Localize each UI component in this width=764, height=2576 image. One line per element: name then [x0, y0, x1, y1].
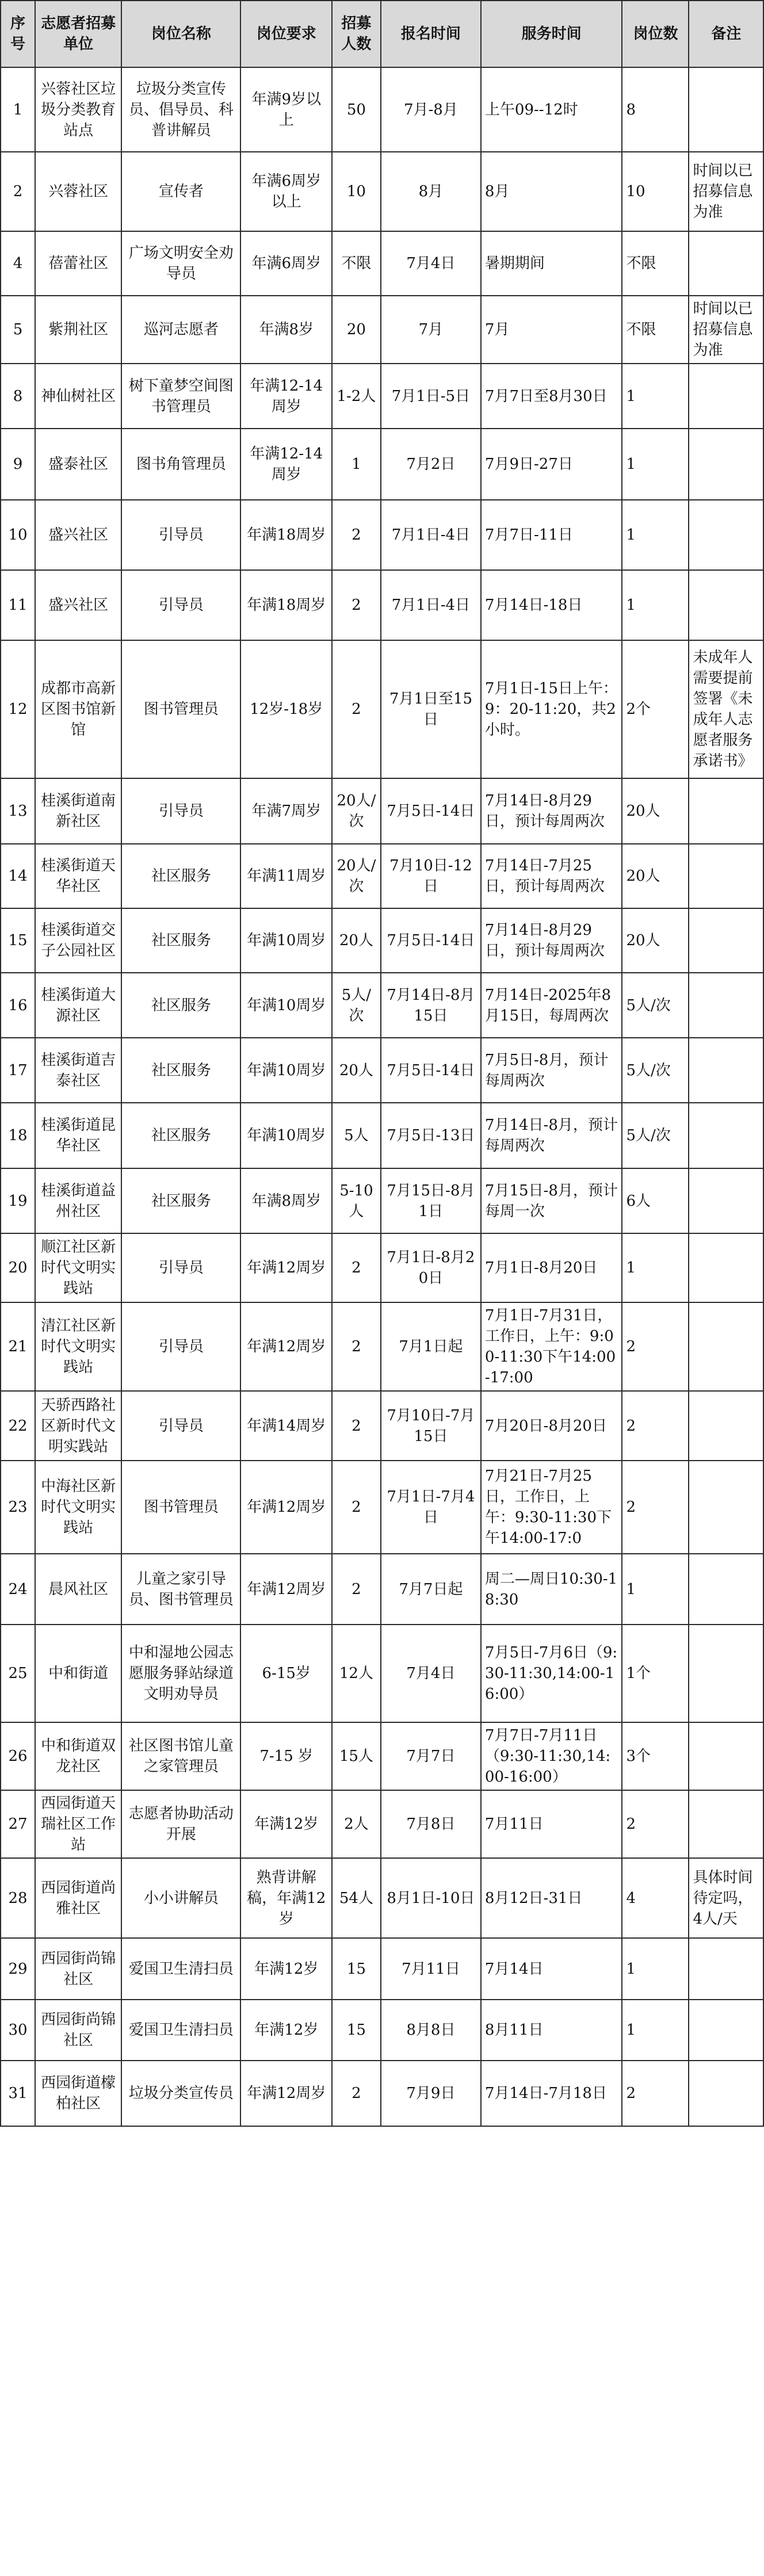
- cell-req: 7-15 岁: [240, 1722, 331, 1790]
- cell-posts: 2: [622, 1461, 689, 1554]
- cell-posts: 1: [622, 1938, 689, 2000]
- cell-signup: 7月5日-14日: [381, 1038, 481, 1103]
- cell-posts: 2: [622, 1302, 689, 1391]
- cell-no: 4: [1, 231, 35, 296]
- cell-signup: 7月11日: [381, 1938, 481, 2000]
- cell-signup: 7月1日-4日: [381, 570, 481, 640]
- cell-unit: 桂溪街道交子公园社区: [35, 908, 121, 973]
- cell-count: 1: [332, 429, 381, 500]
- cell-posts: 1: [622, 429, 689, 500]
- cell-service: 7月14日-7月25日，预计每周两次: [481, 844, 622, 908]
- cell-req: 年满18周岁: [240, 570, 331, 640]
- cell-posts: 5人/次: [622, 1103, 689, 1168]
- table-row: [1, 2000, 763, 2061]
- cell-count: 20人: [332, 908, 381, 973]
- cell-req: 年满12周岁: [240, 1233, 331, 1302]
- cell-req: 年满12-14周岁: [240, 364, 331, 429]
- cell-service: 7月5日-8月，预计每周两次: [481, 1038, 622, 1103]
- table-row: [1, 1038, 763, 1103]
- cell-post: 垃圾分类宣传员、倡导员、科普讲解员: [121, 67, 240, 152]
- cell-post: 引导员: [121, 1391, 240, 1461]
- cell-posts: 20人: [622, 908, 689, 973]
- cell-posts: 6人: [622, 1168, 689, 1233]
- cell-note: [689, 500, 763, 570]
- cell-unit: 桂溪街道益州社区: [35, 1168, 121, 1233]
- table-row: [1, 1391, 763, 1461]
- cell-post: 中和湿地公园志愿服务驿站绿道文明劝导员: [121, 1625, 240, 1722]
- cell-count: 2: [332, 640, 381, 778]
- cell-post: 图书管理员: [121, 640, 240, 778]
- table-row: [1, 152, 763, 231]
- cell-note: 具体时间待定吗，4人/天: [689, 1858, 763, 1938]
- cell-note: [689, 1038, 763, 1103]
- cell-count: 20人/次: [332, 778, 381, 844]
- cell-posts: 4: [622, 1858, 689, 1938]
- cell-req: 年满10周岁: [240, 1103, 331, 1168]
- cell-req: 年满9岁以上: [240, 67, 331, 152]
- table-row: [1, 908, 763, 973]
- cell-count: 50: [332, 67, 381, 152]
- cell-posts: 2个: [622, 640, 689, 778]
- cell-unit: 桂溪街道天华社区: [35, 844, 121, 908]
- cell-posts: 20人: [622, 844, 689, 908]
- table-row: [1, 1790, 763, 1858]
- cell-signup: 7月9日: [381, 2061, 481, 2126]
- cell-posts: 1: [622, 1554, 689, 1625]
- cell-req: 年满12周岁: [240, 1461, 331, 1554]
- cell-signup: 7月10日-7月15日: [381, 1391, 481, 1461]
- cell-count: 2: [332, 1554, 381, 1625]
- cell-signup: 7月1日-7月4日: [381, 1461, 481, 1554]
- cell-signup: 8月8日: [381, 2000, 481, 2061]
- cell-posts: 3个: [622, 1722, 689, 1790]
- cell-count: 1-2人: [332, 364, 381, 429]
- cell-count: 12人: [332, 1625, 381, 1722]
- cell-service: 上午09--12时: [481, 67, 622, 152]
- cell-no: 24: [1, 1554, 35, 1625]
- cell-count: 15: [332, 1938, 381, 2000]
- cell-count: 2人: [332, 1790, 381, 1858]
- cell-service: 7月9日-27日: [481, 429, 622, 500]
- cell-req: 年满12-14周岁: [240, 429, 331, 500]
- cell-count: 5人/次: [332, 973, 381, 1038]
- cell-post: 引导员: [121, 1233, 240, 1302]
- cell-signup: 7月5日-14日: [381, 908, 481, 973]
- column-header-note: 备注: [689, 1, 763, 67]
- cell-posts: 1: [622, 364, 689, 429]
- cell-post: 广场文明安全劝导员: [121, 231, 240, 296]
- cell-signup: 7月10日-12日: [381, 844, 481, 908]
- cell-no: 15: [1, 908, 35, 973]
- cell-post: 爱国卫生清扫员: [121, 1938, 240, 2000]
- cell-req: 6-15岁: [240, 1625, 331, 1722]
- cell-count: 54人: [332, 1858, 381, 1938]
- cell-service: 7月: [481, 296, 622, 364]
- table-row: [1, 1554, 763, 1625]
- cell-unit: 神仙树社区: [35, 364, 121, 429]
- cell-service: 7月14日-8月，预计每周两次: [481, 1103, 622, 1168]
- cell-unit: 桂溪街道大源社区: [35, 973, 121, 1038]
- cell-unit: 桂溪街道吉泰社区: [35, 1038, 121, 1103]
- cell-unit: 西园街道天瑞社区工作站: [35, 1790, 121, 1858]
- table-row: [1, 1103, 763, 1168]
- cell-signup: 7月: [381, 296, 481, 364]
- cell-posts: 1: [622, 500, 689, 570]
- cell-note: [689, 364, 763, 429]
- cell-service: 7月11日: [481, 1790, 622, 1858]
- table-row: [1, 1858, 763, 1938]
- cell-service: 8月: [481, 152, 622, 231]
- table-row: [1, 364, 763, 429]
- cell-no: 31: [1, 2061, 35, 2126]
- cell-signup: 7月2日: [381, 429, 481, 500]
- cell-signup: 7月1日-5日: [381, 364, 481, 429]
- cell-no: 30: [1, 2000, 35, 2061]
- cell-unit: 盛兴社区: [35, 500, 121, 570]
- column-header-no: 序号: [1, 1, 35, 67]
- cell-no: 12: [1, 640, 35, 778]
- cell-post: 志愿者协助活动开展: [121, 1790, 240, 1858]
- column-header-signup: 报名时间: [381, 1, 481, 67]
- cell-posts: 1: [622, 2000, 689, 2061]
- cell-req: 年满12岁: [240, 1790, 331, 1858]
- cell-req: 年满10周岁: [240, 973, 331, 1038]
- table-row: [1, 1625, 763, 1722]
- cell-note: [689, 1790, 763, 1858]
- cell-service: 7月14日-8月29日，预计每周两次: [481, 778, 622, 844]
- cell-note: 未成年人需要提前签署《未成年人志愿者服务承诺书》: [689, 640, 763, 778]
- cell-no: 5: [1, 296, 35, 364]
- cell-post: 引导员: [121, 778, 240, 844]
- cell-count: 20人: [332, 1038, 381, 1103]
- table-body: [1, 67, 763, 2126]
- cell-signup: 7月4日: [381, 231, 481, 296]
- cell-count: 15: [332, 2000, 381, 2061]
- table-row: [1, 973, 763, 1038]
- cell-service: 7月5日-7月6日（9:30-11:30,14:00-16:00）: [481, 1625, 622, 1722]
- cell-no: 25: [1, 1625, 35, 1722]
- cell-post: 爱国卫生清扫员: [121, 2000, 240, 2061]
- column-header-req: 岗位要求: [240, 1, 331, 67]
- cell-service: 周二—周日10:30-18:30: [481, 1554, 622, 1625]
- cell-posts: 20人: [622, 778, 689, 844]
- cell-note: [689, 844, 763, 908]
- table-row: [1, 1233, 763, 1302]
- cell-count: 2: [332, 1391, 381, 1461]
- cell-no: 29: [1, 1938, 35, 2000]
- cell-service: 7月7日-7月11日（9:30-11:30,14:00-16:00）: [481, 1722, 622, 1790]
- cell-count: 20: [332, 296, 381, 364]
- cell-post: 社区服务: [121, 908, 240, 973]
- header-row: [1, 1, 763, 67]
- cell-service: 7月21日-7月25日，工作日，上午：9:30-11:30下午14:00-17:0: [481, 1461, 622, 1554]
- cell-post: 图书角管理员: [121, 429, 240, 500]
- cell-posts: 5人/次: [622, 1038, 689, 1103]
- cell-unit: 中和街道: [35, 1625, 121, 1722]
- cell-post: 引导员: [121, 500, 240, 570]
- cell-note: [689, 778, 763, 844]
- cell-note: [689, 570, 763, 640]
- cell-req: 年满8周岁: [240, 1168, 331, 1233]
- cell-post: 宣传者: [121, 152, 240, 231]
- cell-unit: 盛泰社区: [35, 429, 121, 500]
- cell-note: [689, 1625, 763, 1722]
- cell-no: 18: [1, 1103, 35, 1168]
- cell-post: 社区服务: [121, 1168, 240, 1233]
- cell-no: 26: [1, 1722, 35, 1790]
- cell-service: 7月14日-18日: [481, 570, 622, 640]
- table-header: [1, 1, 763, 67]
- cell-req: 年满12岁: [240, 1938, 331, 2000]
- cell-post: 社区服务: [121, 1038, 240, 1103]
- cell-req: 年满12岁: [240, 2000, 331, 2061]
- column-header-count: 招募人数: [332, 1, 381, 67]
- cell-posts: 5人/次: [622, 973, 689, 1038]
- cell-note: [689, 1554, 763, 1625]
- cell-count: 2: [332, 2061, 381, 2126]
- cell-signup: 7月7日起: [381, 1554, 481, 1625]
- cell-unit: 成都市高新区图书馆新馆: [35, 640, 121, 778]
- cell-no: 16: [1, 973, 35, 1038]
- cell-service: 7月7日-11日: [481, 500, 622, 570]
- cell-post: 社区服务: [121, 973, 240, 1038]
- cell-service: 7月15日-8月，预计每周一次: [481, 1168, 622, 1233]
- cell-unit: 顺江社区新时代文明实践站: [35, 1233, 121, 1302]
- cell-no: 23: [1, 1461, 35, 1554]
- cell-note: [689, 973, 763, 1038]
- table-row: [1, 429, 763, 500]
- column-header-service: 服务时间: [481, 1, 622, 67]
- cell-no: 11: [1, 570, 35, 640]
- column-header-posts: 岗位数: [622, 1, 689, 67]
- cell-signup: 7月1日-8月20日: [381, 1233, 481, 1302]
- cell-post: 社区图书馆儿童之家管理员: [121, 1722, 240, 1790]
- table-row: [1, 1302, 763, 1391]
- cell-note: [689, 429, 763, 500]
- cell-signup: 8月1日-10日: [381, 1858, 481, 1938]
- cell-count: 2: [332, 570, 381, 640]
- cell-req: 12岁-18岁: [240, 640, 331, 778]
- cell-note: [689, 1722, 763, 1790]
- cell-no: 21: [1, 1302, 35, 1391]
- table-row: [1, 500, 763, 570]
- cell-signup: 7月8日: [381, 1790, 481, 1858]
- cell-req: 年满7周岁: [240, 778, 331, 844]
- cell-signup: 7月15日-8月1日: [381, 1168, 481, 1233]
- cell-posts: 1个: [622, 1625, 689, 1722]
- cell-note: 时间以已招募信息为准: [689, 296, 763, 364]
- cell-posts: 2: [622, 2061, 689, 2126]
- cell-service: 7月14日-7月18日: [481, 2061, 622, 2126]
- cell-service: 7月14日-2025年8月15日，每周两次: [481, 973, 622, 1038]
- cell-unit: 蓓蕾社区: [35, 231, 121, 296]
- cell-unit: 晨风社区: [35, 1554, 121, 1625]
- cell-signup: 7月7日: [381, 1722, 481, 1790]
- cell-service: 暑期期间: [481, 231, 622, 296]
- cell-posts: 不限: [622, 296, 689, 364]
- cell-note: [689, 1168, 763, 1233]
- cell-posts: 8: [622, 67, 689, 152]
- table-row: [1, 1938, 763, 2000]
- cell-posts: 不限: [622, 231, 689, 296]
- cell-count: 2: [332, 500, 381, 570]
- cell-req: 年满10周岁: [240, 1038, 331, 1103]
- table-row: [1, 570, 763, 640]
- cell-count: 2: [332, 1461, 381, 1554]
- cell-signup: 7月1日-4日: [381, 500, 481, 570]
- cell-post: 社区服务: [121, 844, 240, 908]
- cell-note: [689, 2000, 763, 2061]
- cell-no: 2: [1, 152, 35, 231]
- cell-unit: 中海社区新时代文明实践站: [35, 1461, 121, 1554]
- cell-post: 儿童之家引导员、图书管理员: [121, 1554, 240, 1625]
- cell-service: 7月7日至8月30日: [481, 364, 622, 429]
- table-row: [1, 844, 763, 908]
- table-row: [1, 296, 763, 364]
- cell-req: 年满12周岁: [240, 1302, 331, 1391]
- cell-post: 社区服务: [121, 1103, 240, 1168]
- cell-note: [689, 1302, 763, 1391]
- cell-req: 年满11周岁: [240, 844, 331, 908]
- cell-posts: 1: [622, 570, 689, 640]
- cell-unit: 西园街尚锦社区: [35, 1938, 121, 2000]
- cell-signup: 7月14日-8月15日: [381, 973, 481, 1038]
- cell-req: 年满12周岁: [240, 1554, 331, 1625]
- cell-no: 9: [1, 429, 35, 500]
- cell-signup: 7月1日起: [381, 1302, 481, 1391]
- cell-service: 7月20日-8月20日: [481, 1391, 622, 1461]
- cell-req: 年满12周岁: [240, 2061, 331, 2126]
- cell-count: 20人/次: [332, 844, 381, 908]
- cell-req: 年满10周岁: [240, 908, 331, 973]
- cell-unit: 西园街道尚雅社区: [35, 1858, 121, 1938]
- cell-service: 7月14日: [481, 1938, 622, 2000]
- cell-unit: 中和街道双龙社区: [35, 1722, 121, 1790]
- cell-post: 树下童梦空间图书管理员: [121, 364, 240, 429]
- cell-unit: 西园街道檬柏社区: [35, 2061, 121, 2126]
- cell-no: 1: [1, 67, 35, 152]
- cell-no: 27: [1, 1790, 35, 1858]
- cell-count: 15人: [332, 1722, 381, 1790]
- cell-post: 图书管理员: [121, 1461, 240, 1554]
- table-row: [1, 1722, 763, 1790]
- cell-signup: 7月5日-14日: [381, 778, 481, 844]
- cell-posts: 2: [622, 1391, 689, 1461]
- cell-unit: 兴蓉社区: [35, 152, 121, 231]
- cell-unit: 桂溪街道昆华社区: [35, 1103, 121, 1168]
- cell-note: [689, 1233, 763, 1302]
- table-row: [1, 778, 763, 844]
- cell-unit: 桂溪街道南新社区: [35, 778, 121, 844]
- cell-note: [689, 231, 763, 296]
- cell-no: 22: [1, 1391, 35, 1461]
- cell-note: [689, 67, 763, 152]
- cell-note: [689, 1461, 763, 1554]
- cell-count: 5人: [332, 1103, 381, 1168]
- cell-unit: 兴蓉社区垃圾分类教育站点: [35, 67, 121, 152]
- cell-unit: 盛兴社区: [35, 570, 121, 640]
- table-row: [1, 2061, 763, 2126]
- cell-req: 年满14周岁: [240, 1391, 331, 1461]
- cell-unit: 紫荆社区: [35, 296, 121, 364]
- cell-no: 14: [1, 844, 35, 908]
- cell-post: 垃圾分类宣传员: [121, 2061, 240, 2126]
- cell-req: 年满6周岁: [240, 231, 331, 296]
- cell-req: 年满18周岁: [240, 500, 331, 570]
- cell-no: 19: [1, 1168, 35, 1233]
- cell-req: 年满8岁: [240, 296, 331, 364]
- cell-service: 7月1日-7月31日，工作日，上午：9:00-11:30下午14:00-17:00: [481, 1302, 622, 1391]
- cell-req: 熟背讲解稿，年满12岁: [240, 1858, 331, 1938]
- cell-note: [689, 1103, 763, 1168]
- cell-service: 8月12日-31日: [481, 1858, 622, 1938]
- cell-post: 引导员: [121, 1302, 240, 1391]
- cell-note: 时间以已招募信息为准: [689, 152, 763, 231]
- cell-signup: 7月1日至15日: [381, 640, 481, 778]
- cell-unit: 西园街尚锦社区: [35, 2000, 121, 2061]
- cell-note: [689, 1391, 763, 1461]
- cell-note: [689, 2061, 763, 2126]
- column-header-unit: 志愿者招募单位: [35, 1, 121, 67]
- table-row: [1, 1168, 763, 1233]
- cell-no: 10: [1, 500, 35, 570]
- cell-post: 引导员: [121, 570, 240, 640]
- cell-post: 小小讲解员: [121, 1858, 240, 1938]
- table-row: [1, 1461, 763, 1554]
- table-row: [1, 67, 763, 152]
- cell-signup: 8月: [381, 152, 481, 231]
- cell-req: 年满6周岁以上: [240, 152, 331, 231]
- table-row: [1, 640, 763, 778]
- table-row: [1, 231, 763, 296]
- cell-no: 8: [1, 364, 35, 429]
- cell-signup: 7月5日-13日: [381, 1103, 481, 1168]
- cell-count: 5-10人: [332, 1168, 381, 1233]
- cell-count: 2: [332, 1302, 381, 1391]
- cell-count: 2: [332, 1233, 381, 1302]
- cell-service: 8月11日: [481, 2000, 622, 2061]
- cell-service: 7月1日-8月20日: [481, 1233, 622, 1302]
- cell-posts: 10: [622, 152, 689, 231]
- cell-signup: 7月-8月: [381, 67, 481, 152]
- cell-no: 13: [1, 778, 35, 844]
- cell-posts: 1: [622, 1233, 689, 1302]
- cell-post: 巡河志愿者: [121, 296, 240, 364]
- cell-posts: 2: [622, 1790, 689, 1858]
- cell-unit: 天骄西路社区新时代文明实践站: [35, 1391, 121, 1461]
- cell-note: [689, 908, 763, 973]
- cell-service: 7月1日-15日上午：9：20-11:20，共2小时。: [481, 640, 622, 778]
- column-header-post: 岗位名称: [121, 1, 240, 67]
- cell-no: 20: [1, 1233, 35, 1302]
- cell-service: 7月14日-8月29日，预计每周两次: [481, 908, 622, 973]
- cell-count: 10: [332, 152, 381, 231]
- cell-no: 28: [1, 1858, 35, 1938]
- cell-note: [689, 1938, 763, 2000]
- cell-no: 17: [1, 1038, 35, 1103]
- cell-count: 不限: [332, 231, 381, 296]
- cell-unit: 清江社区新时代文明实践站: [35, 1302, 121, 1391]
- cell-signup: 7月4日: [381, 1625, 481, 1722]
